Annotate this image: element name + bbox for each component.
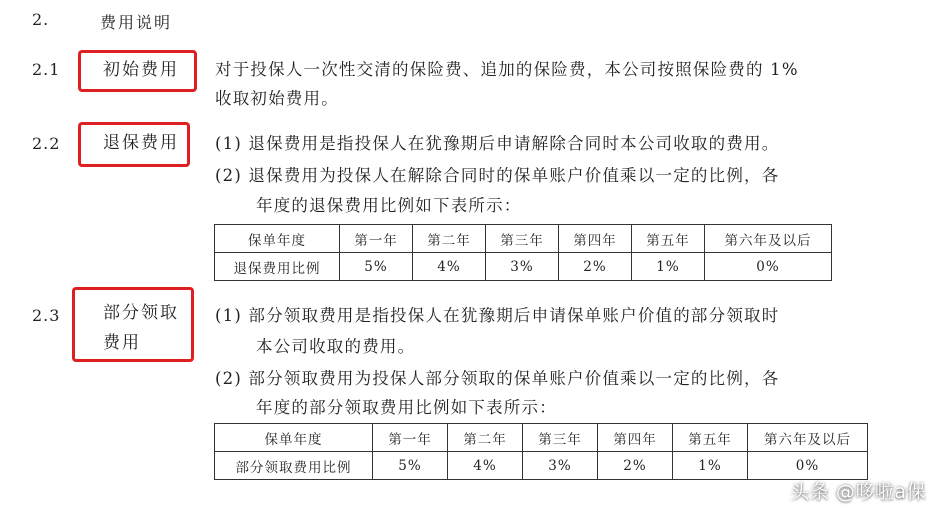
initial-fee-line-1: 对于投保人一次性交清的保险费、追加的保险费，本公司按照保险费的 1%: [215, 60, 799, 79]
subsection-number-2-1: 2.1: [32, 60, 61, 79]
label-partial-withdrawal-line-2: 费用: [103, 333, 141, 353]
label-surrender-fee: 退保费用: [103, 133, 179, 153]
section-title: 费用说明: [100, 13, 173, 32]
partial-withdrawal-item-1-cont: 本公司收取的费用。: [256, 337, 416, 356]
table-header-cell: 第五年: [632, 225, 705, 253]
table-cell: 5%: [340, 253, 413, 281]
table-cell: 0%: [705, 253, 832, 281]
table-cell: 2%: [559, 253, 632, 281]
subsection-number-2-2: 2.2: [32, 134, 61, 153]
surrender-fee-table: [214, 224, 832, 281]
table-header-cell: 第三年: [523, 424, 598, 452]
partial-withdrawal-item-2-cont: 年度的部分领取费用比例如下表所示：: [256, 398, 557, 417]
section-number: 2.: [32, 10, 50, 29]
table-header-row: [215, 424, 868, 452]
table-cell: 部分领取费用比例: [215, 452, 373, 480]
table-cell: 4%: [448, 452, 523, 480]
table-header-cell: 第二年: [413, 225, 486, 253]
table-header-cell: 第六年及以后: [748, 424, 868, 452]
table-cell: 1%: [673, 452, 748, 480]
table-header-cell: 第二年: [448, 424, 523, 452]
watermark: 头条 @哆啦a保: [790, 481, 926, 503]
table-header-cell: 第一年: [373, 424, 448, 452]
table-row: [215, 253, 832, 281]
label-partial-withdrawal-line-1: 部分领取: [103, 303, 179, 323]
table-cell: 3%: [523, 452, 598, 480]
table-cell: 0%: [748, 452, 868, 480]
initial-fee-line-2: 收取初始费用。: [215, 89, 339, 108]
table-cell: 退保费用比例: [215, 253, 340, 281]
table-cell: 5%: [373, 452, 448, 480]
label-initial-fee: 初始费用: [103, 60, 179, 80]
surrender-fee-item-1: (1) 退保费用是指投保人在犹豫期后申请解除合同时本公司收取的费用。: [215, 134, 780, 153]
table-header-cell: 第四年: [559, 225, 632, 253]
partial-withdrawal-item-2: (2) 部分领取费用为投保人部分领取的保单账户价值乘以一定的比例，各: [215, 369, 780, 388]
table-header-cell: 第三年: [486, 225, 559, 253]
table-cell: 3%: [486, 253, 559, 281]
table-header-row: [215, 225, 832, 253]
table-header-cell: 第四年: [598, 424, 673, 452]
table-cell: 1%: [632, 253, 705, 281]
surrender-fee-item-2-cont: 年度的退保费用比例如下表所示：: [256, 196, 522, 215]
table-header-cell: 第一年: [340, 225, 413, 253]
table-header-cell: 第六年及以后: [705, 225, 832, 253]
subsection-number-2-3: 2.3: [32, 306, 61, 325]
partial-withdrawal-item-1: (1) 部分领取费用是指投保人在犹豫期后申请保单账户价值的部分领取时: [215, 306, 780, 325]
surrender-fee-item-2: (2) 退保费用为投保人在解除合同时的保单账户价值乘以一定的比例，各: [215, 166, 780, 185]
table-cell: 4%: [413, 253, 486, 281]
table-header-cell: 保单年度: [215, 424, 373, 452]
table-row: [215, 452, 868, 480]
table-cell: 2%: [598, 452, 673, 480]
table-header-cell: 第五年: [673, 424, 748, 452]
partial-withdrawal-fee-table: [214, 423, 868, 480]
table-header-cell: 保单年度: [215, 225, 340, 253]
